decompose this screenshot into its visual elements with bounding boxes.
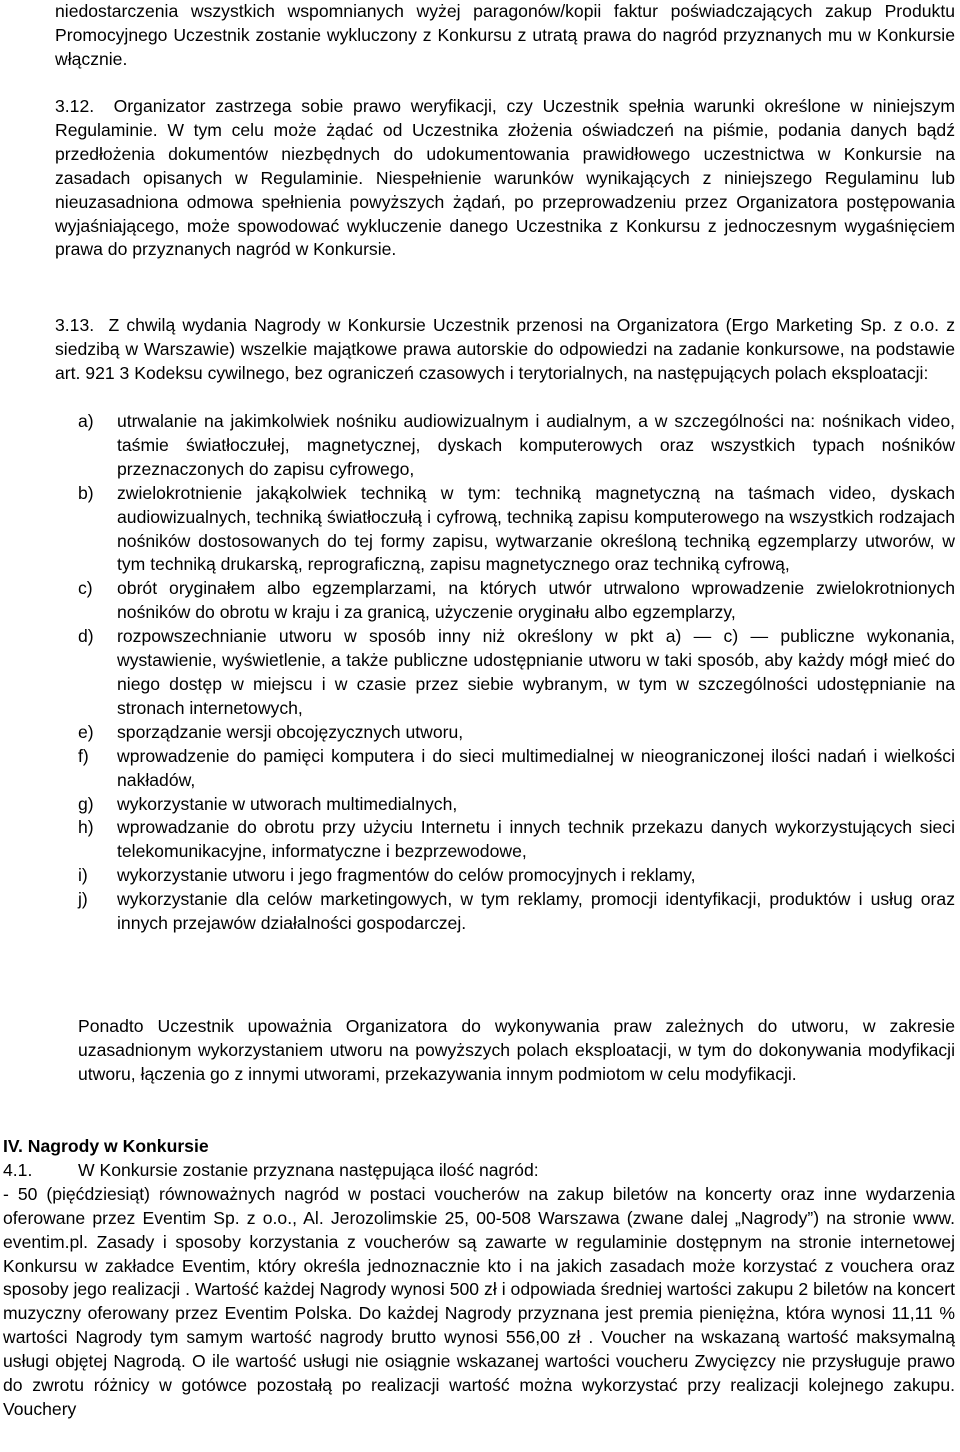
clause-3-12 (55, 95, 955, 262)
list-item (0, 482, 955, 578)
list-item-letter: j) (78, 889, 88, 910)
list-item-text: utrwalanie na jakimkolwiek nośniku audiowizualnym i audialnym, a w szczególności na: nośnikach video, taśmie światłoczułej, magnetycznej, dyskach komputerowych oraz wszystkich typach nośników przeznaczonych do zapisu cyfrowego, (117, 411, 955, 479)
list-item (0, 721, 955, 745)
list-item-text: wprowadzenie do pamięci komputera i do sieci multimedialnej w nieograniczonej ilości nadań i wielkości nakładów, (117, 745, 955, 790)
clause-3-12-paragraph (55, 95, 955, 262)
list-item-text: wykorzystanie utworu i jego fragmentów do celów promocyjnych i reklamy, (117, 865, 696, 886)
list-item-text: rozpowszechnianie utworu w sposób inny niż określony w pkt a) — c) — publiczne wykonania, wystawienie, wyświetlenie, a także publiczne udostępnianie utworu w taki sposób, aby każdy mógł mieć do niego dostęp w miejscu i w czasie przez siebie wybranym, w tym w szczególności udostępnianie na stronach internetowych, (117, 626, 955, 718)
clause-4-1-text: W Konkursie zostanie przyznana następująca ilość nagród: (78, 1159, 539, 1180)
exploitation-fields-list (0, 410, 960, 936)
section-3-12 (55, 95, 955, 262)
list-item (0, 793, 955, 817)
list-item-letter: a) (78, 411, 94, 431)
list-item-letter: b) (78, 482, 94, 503)
list-item-text: obrót oryginałem albo egzemplarzami, na których utwór utrwalono wprowadzenie zwielokrotnionych nośników do obrotu w kraju i za granicą, użyczenie oryginału albo egzemplarzy, (117, 578, 955, 623)
list-item (0, 410, 955, 482)
list-item-text: wykorzystanie w utworach multimedialnych, (117, 793, 458, 814)
list-item (0, 577, 955, 625)
list-item-letter: i) (78, 865, 88, 886)
prizes-paragraph-wrap (0, 1183, 955, 1422)
clause-4-1 (0, 1159, 955, 1183)
list-item-letter: d) (78, 626, 94, 647)
section-iv (0, 1135, 960, 1422)
section-ponadto (78, 1015, 955, 1087)
paragraph-prizes: - 50 (pięćdziesiąt) równoważnych nagród w postaci voucherów na zakup biletów na koncerty oraz inne wydarzenia oferowane przez Eventim Sp. z o.o., Al. Jerozolimskie 25, 00-508 Warszawa (zwane dalej „Nagrody”) na stronie www. eventim.pl. Zasady i sposoby korzystania z voucherów są zawarte w regulaminie dostępnym na stronie internetowej Konkursu w zakładce Eventim, który określa jednoznacznie kto i na jakich zasadach może korzystać z vouchera oraz sposoby jego realizacji . Wartość każdej Nagrody wynosi 500 zł i odpowiada średniej wartości zakupu 2 biletów na koncert muzyczny oferowany przez Eventim Polska. Do każdej Nagrody przyznana jest premia pieniężna, która wynosi 11,11 % wartości Nagrody tym samym wartość nagrody brutto wynosi 556,00 zł . Voucher na wskazaną wartość maksymalną usługi objętej Nagrodą. O ile wartość usługi nie osiągnie wskazanej wartości voucheru Zwycięzcy nie przysługuje prawo do zwrotu różnicy w gotówce pozostałą po realizacji wartość można wykorzystać przy realizacji kolejnego zakupu. Vouchery (3, 1183, 955, 1419)
clause-3-13-text: Z chwilą wydania Nagrody w Konkursie Uczestnik przenosi na Organizatora (Ergo Marketing Sp. z o.o. z siedzibą w Warszawie) wszelkie majątkowe prawa autorskie do odpowiedzi na zadanie konkursowe, na podstawie art. 921 3 Kodeksu cywilnego, bez ograniczeń czasowych i terytorialnych, na następujących polach eksploatacji: (55, 315, 955, 383)
section-3-13 (55, 314, 955, 386)
clause-3-12-number: 3.12. (55, 96, 95, 116)
list-item (0, 745, 955, 793)
clause-4-1-number: 4.1. (3, 1159, 33, 1180)
list-item-letter: g) (78, 793, 94, 814)
list-item-text: zwielokrotnienie jakąkolwiek techniką w tym: techniką magnetyczną na taśmach video, dyskach audiowizualnych, techniką światłoczułą i cyfrową, techniką zapisu komputerowego na wszystkich rodzajach nośników dostosowanych do tej formy zapisu, wytwarzanie określoną techniką egzemplarzy utworów, w tym techniką drukarską, reprograficzną, zapisu magnetycznego oraz techniką cyfrową, (117, 482, 955, 575)
list-item (0, 816, 955, 864)
section-continuation (55, 0, 955, 72)
clause-3-13-paragraph (55, 314, 955, 386)
paragraph-ponadto: Ponadto Uczestnik upoważnia Organizatora do wykonywania praw zależnych do utworu, w zakresie uzasadnionym wykorzystaniem utworu na powyższych polach eksploatacji, w tym do dokonywania modyfikacji utworu, łączenia go z innymi utworami, przekazywania innym podmiotom w celu modyfikacji. (78, 1016, 955, 1084)
list-item-text: wprowadzanie do obrotu przy użyciu Internetu i innych technik przekazu danych wykorzystujących sieci telekomunikacyjne, informatyczne i bezprzewodowe, (117, 817, 955, 862)
section-heading: IV. Nagrody w Konkursie (3, 1136, 209, 1156)
list-item-text: wykorzystanie dla celów marketingowych, w tym reklamy, promocji identyfikacji, produktów i usług oraz innych przejawów działalności gospodarczej. (117, 889, 955, 934)
clause-3-13-number: 3.13. (55, 315, 95, 335)
paragraph-continuation: niedostarczenia wszystkich wspomnianych wyżej paragonów/kopii faktur poświadczających zakup Produktu Promocyjnego Uczestnik zostanie wykluczony z Konkursu z utratą prawa do nagród przyznanych mu w Konkursie włącznie. (55, 1, 955, 69)
list-item-letter: f) (78, 745, 89, 766)
list-item (0, 625, 955, 721)
list-item (0, 864, 955, 888)
list-item-text: sporządzanie wersji obcojęzycznych utworu, (117, 721, 464, 742)
list-item (0, 888, 955, 936)
list-item-letter: c) (78, 578, 93, 599)
clause-3-12-text: Organizator zastrzega sobie prawo weryfikacji, czy Uczestnik spełnia warunki określone w niniejszym Regulaminie. W tym celu może żądać od Uczestnika złożenia oświadczeń na piśmie, podania danych bądź przedłożenia dokumentów niezbędnych do udokumentowania prawidłowego uczestnictwa w Konkursie na zasadach opisanych w Regulaminie. Niespełnienie warunków wynikających z niniejszego Regulaminu lub nieuzasadniona odmowa spełnienia powyższych żądań, po przeprowadzeniu przez Organizatora postępowania wyjaśniającego, może spowodować wykluczenie danego Uczestnika z Konkursu z jednoczesnym wygaśnięciem prawa do przyznanych nagród w Konkursie. (55, 96, 955, 260)
list-item-letter: e) (78, 721, 94, 742)
list-item-letter: h) (78, 817, 94, 838)
